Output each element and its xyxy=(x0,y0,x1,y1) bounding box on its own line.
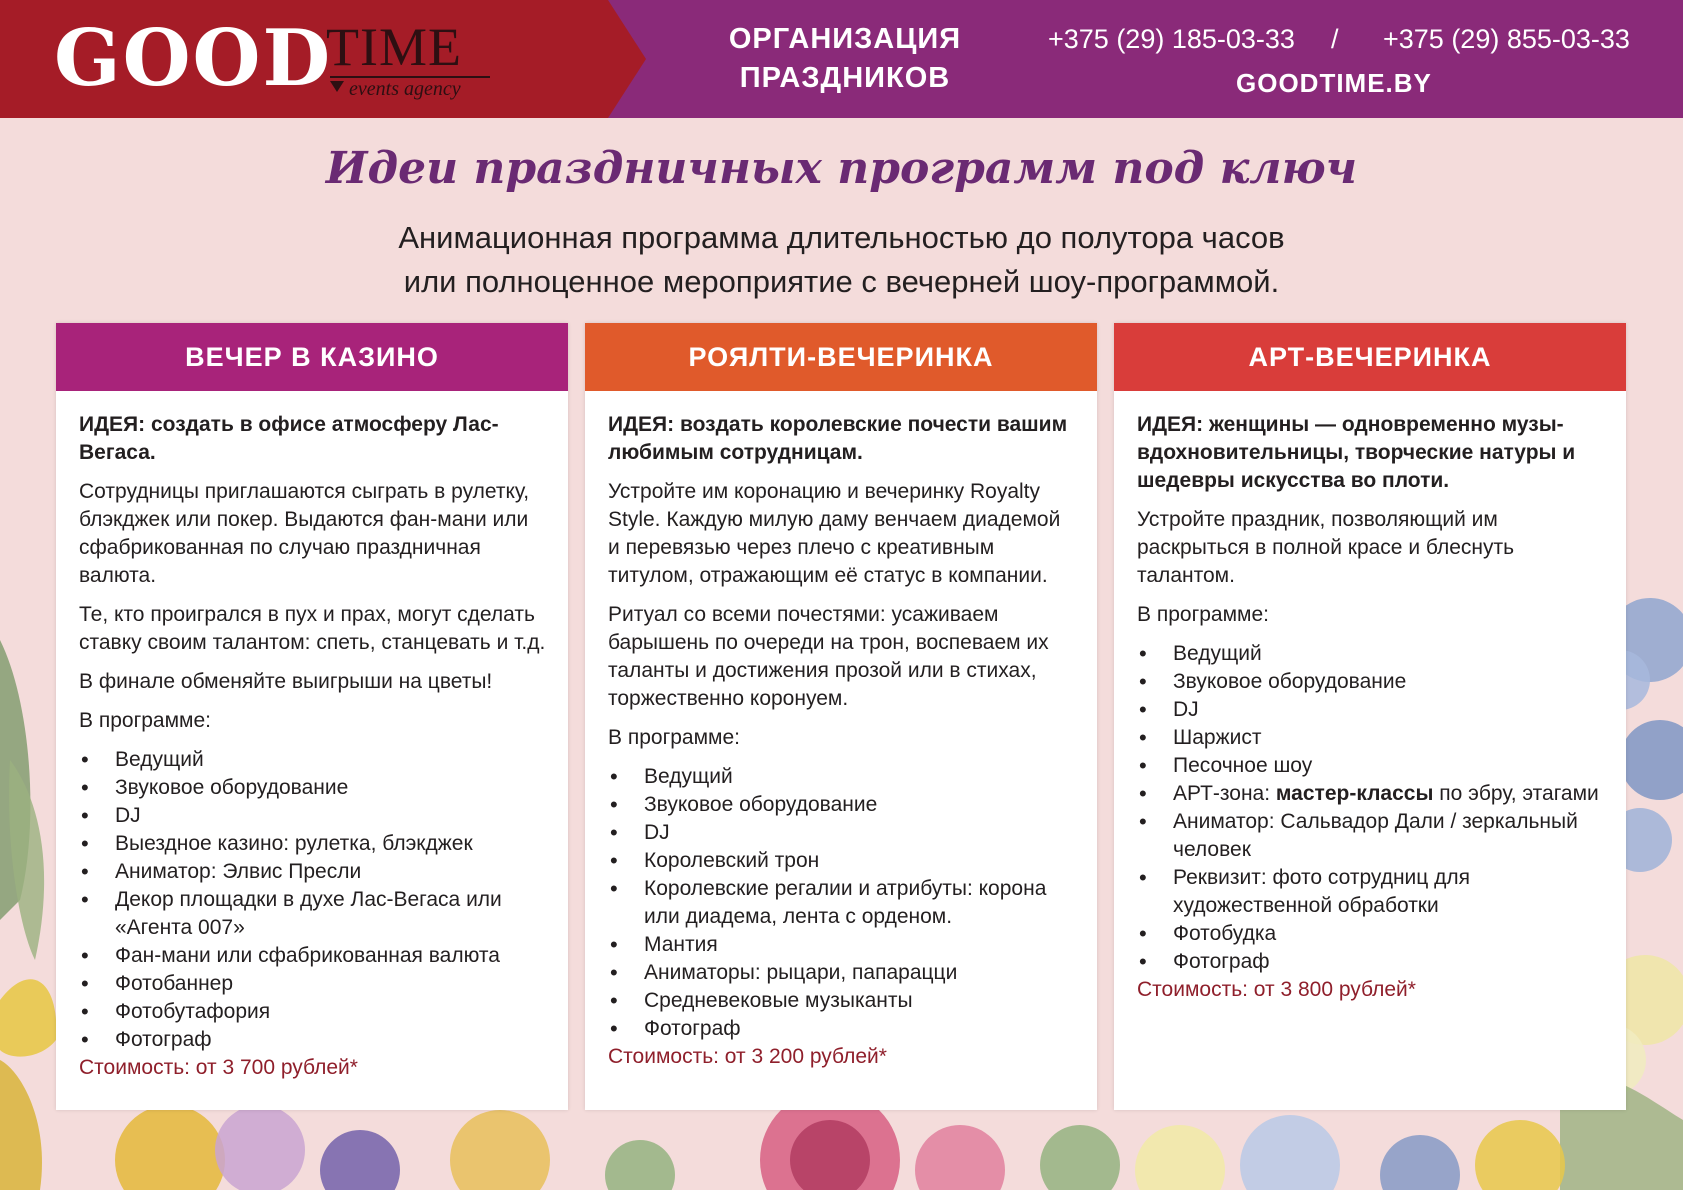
org-title xyxy=(700,20,990,98)
page-subtitle xyxy=(0,216,1683,304)
list-item: • Королевский трон xyxy=(608,847,1075,875)
phone-separator: / xyxy=(1331,24,1339,54)
list-item: • Ведущий xyxy=(79,746,546,774)
card-title: АРТ-ВЕЧЕРИНКА xyxy=(1114,323,1626,391)
page-title: Идеи праздничных программ под ключ xyxy=(325,143,1358,194)
art-zone-prefix: АРТ-зона: xyxy=(1173,782,1276,805)
phone-1[interactable]: +375 (29) 185-03-33 xyxy=(1048,24,1295,54)
list-item: • Фан-мани или сфабрикованная валюта xyxy=(79,942,546,970)
card-title: ВЕЧЕР В КАЗИНО xyxy=(56,323,568,391)
art-zone-bold: мастер-классы xyxy=(1275,782,1434,805)
card-body xyxy=(56,391,568,1082)
card-price: Стоимость: от 3 200 рублей* xyxy=(608,1045,887,1068)
card-paragraph: Устройте праздник, позволяющий им раскрыться в полной красе и блеснуть талантом. xyxy=(1137,508,1515,587)
card-title: РОЯЛТИ-ВЕЧЕРИНКА xyxy=(585,323,1097,391)
logo-time: TIME xyxy=(326,17,462,77)
card-idea: ИДЕЯ: создать в офисе атмосферу Лас-Вегаса. xyxy=(79,413,499,464)
card-body xyxy=(585,391,1097,1071)
card-body xyxy=(1114,391,1626,1004)
list-item: • Мантия xyxy=(608,931,1075,959)
list-item: • Шаржист xyxy=(1137,724,1604,752)
list-item: • Фотобутафория xyxy=(79,998,546,1026)
list-item: • Песочное шоу xyxy=(1137,752,1604,780)
card-paragraph: Ритуал со всеми почестями: усаживаем барышень по очереди на трон, воспеваем их таланты и достижения прозой или в стихах, торжественно коронуем. xyxy=(608,603,1049,710)
list-item: • DJ xyxy=(608,819,1075,847)
list-item: • Королевские регалии и атрибуты: корона или диадема, лента с орденом. xyxy=(608,875,1075,931)
logo-good: GOOD xyxy=(54,13,333,104)
card-price: Стоимость: от 3 800 рублей* xyxy=(1137,978,1416,1001)
website-link[interactable]: GOODTIME.BY xyxy=(1236,68,1432,98)
list-item: • Звуковое оборудование xyxy=(1137,668,1604,696)
program-list xyxy=(608,763,1075,1043)
program-list xyxy=(1137,640,1604,976)
list-item: • Аниматоры: рыцари, папарацци xyxy=(608,959,1075,987)
logo-tagline-text: events agency xyxy=(349,78,461,100)
card-price: Стоимость: от 3 700 рублей* xyxy=(79,1056,358,1079)
list-item: • Аниматор: Элвис Пресли xyxy=(79,858,546,886)
list-item: • Фотобаннер xyxy=(79,970,546,998)
list-item: • Фотограф xyxy=(79,1026,546,1054)
org-title-line1: ОРГАНИЗАЦИЯ xyxy=(728,23,962,55)
list-item: • Фотограф xyxy=(1137,948,1604,976)
subtitle-line1: Анимационная программа длительностью до полутора часов xyxy=(398,220,1285,255)
card-paragraph: Сотрудницы приглашаются сыграть в рулетку, блэкджек или покер. Выдаются фан-мани или сфабрикованная по случаю праздничная валюта. xyxy=(79,480,530,587)
program-label: В программе: xyxy=(79,709,211,732)
card-royalty xyxy=(585,323,1097,1110)
subtitle-line2: или полноценное мероприятие с вечерней шоу-программой. xyxy=(403,264,1280,299)
list-item: • DJ xyxy=(79,802,546,830)
card-paragraph: Устройте им коронацию и вечеринку Royalty Style. Каждую милую даму венчаем диадемой и перевязью через плечо с креативным титулом, отражающим её статус в компании. xyxy=(608,480,1061,587)
list-item: • Фотобудка xyxy=(1137,920,1604,948)
list-item: • Ведущий xyxy=(1137,640,1604,668)
program-list xyxy=(79,746,546,1054)
org-title-line2: ПРАЗДНИКОВ xyxy=(739,62,951,94)
card-paragraph: Те, кто проигрался в пух и прах, могут сделать ставку своим талантом: спеть, станцевать и т.д. xyxy=(79,603,546,654)
card-casino xyxy=(56,323,568,1110)
list-item: • Аниматор: Сальвадор Дали / зеркальный человек xyxy=(1137,808,1604,864)
list-item: • Ведущий xyxy=(608,763,1075,791)
list-item: • Средневековые музыканты xyxy=(608,987,1075,1015)
list-item: • Звуковое оборудование xyxy=(608,791,1075,819)
card-idea: ИДЕЯ: женщины — одновременно музы-вдохновительницы, творческие натуры и шедевры искусства во плоти. xyxy=(1137,413,1576,492)
art-zone-suffix: по эбру, этагами xyxy=(1433,782,1599,805)
list-item: • DJ xyxy=(1137,696,1604,724)
list-item: • Декор площадки в духе Лас-Вегаса или «Агента 007» xyxy=(79,886,546,942)
card-art xyxy=(1114,323,1626,1110)
list-item: • Реквизит: фото сотрудниц для художественной обработки xyxy=(1137,864,1604,920)
triangle-icon xyxy=(330,81,344,92)
phone-2[interactable]: +375 (29) 855-03-33 xyxy=(1383,24,1630,54)
header xyxy=(0,0,1683,118)
list-item-art-zone xyxy=(1137,780,1604,808)
logo-tagline xyxy=(330,76,490,100)
card-idea: ИДЕЯ: воздать королевские почести вашим любимым сотрудницам. xyxy=(608,413,1068,464)
list-item: • Звуковое оборудование xyxy=(79,774,546,802)
program-label: В программе: xyxy=(608,726,740,749)
list-item: • Выездное казино: рулетка, блэкджек xyxy=(79,830,546,858)
program-label: В программе: xyxy=(1137,603,1269,626)
list-item: • Фотограф xyxy=(608,1015,1075,1043)
card-paragraph: В финале обменяйте выигрыши на цветы! xyxy=(79,670,493,693)
